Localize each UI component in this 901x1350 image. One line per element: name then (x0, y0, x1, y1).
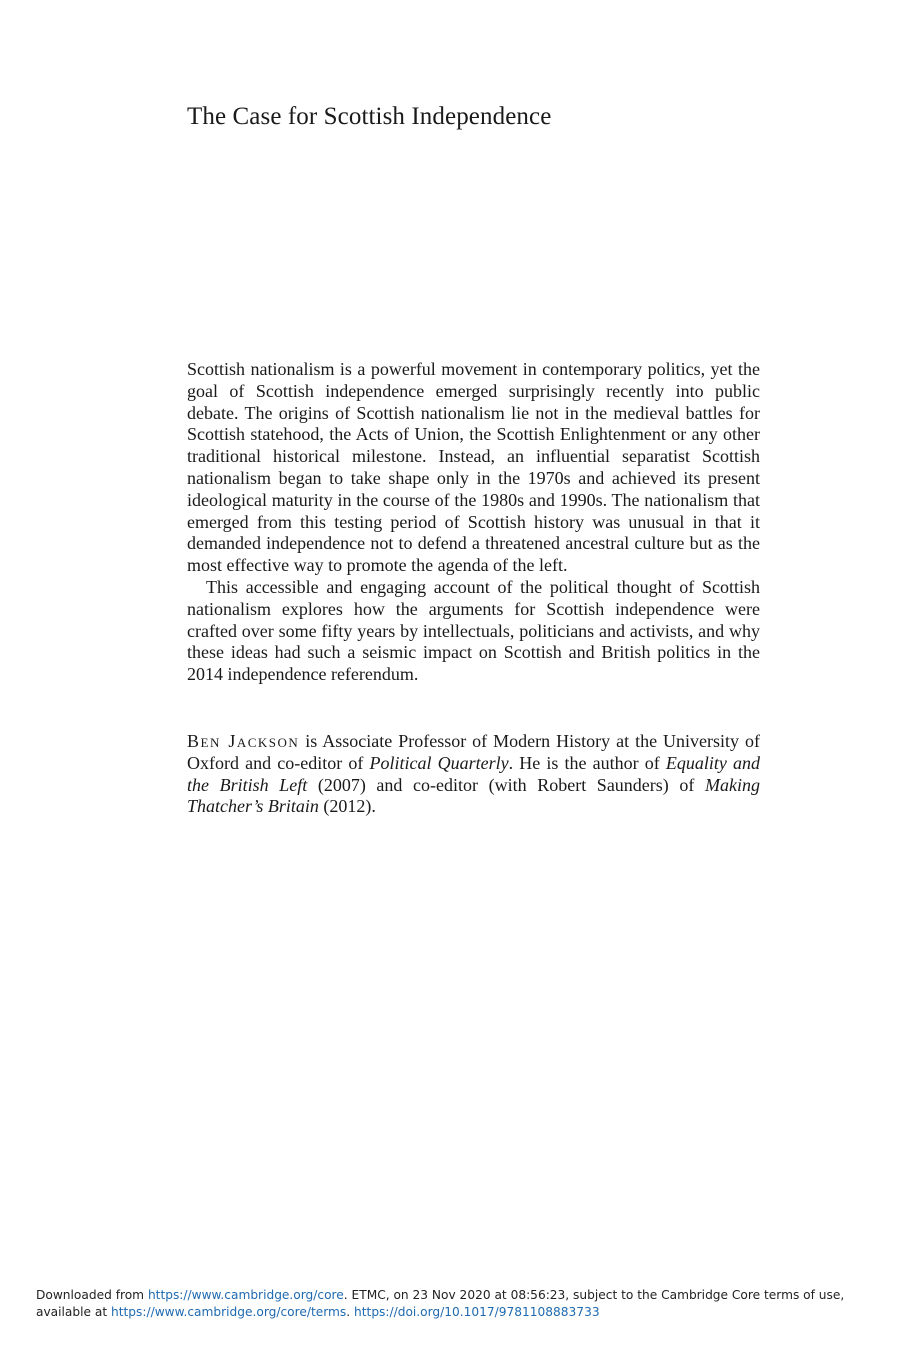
journal-title: Political Quarterly (369, 752, 509, 773)
download-footer (36, 1287, 876, 1320)
terms-link[interactable]: https://www.cambridge.org/core/terms (111, 1304, 347, 1319)
blurb-paragraph-2: This accessible and engaging account of the political thought of Scottish nationalism explores how the arguments for Scottish independence were crafted over some fifty years by intellectuals, politicians and activists, and why these ideas had such a seismic impact on Scottish and British politics in the 2014 independence referendum. (187, 576, 760, 685)
bio-text-3: (2007) and co-editor (with Robert Saunders) of (307, 774, 706, 795)
book-title-thatcher: Making Thatcher’s Britain (187, 774, 760, 817)
book-blurb (187, 359, 760, 686)
book-title-equality: Equality and the British Left (187, 752, 760, 795)
cambridge-core-link[interactable]: https://www.cambridge.org/core (147, 1288, 344, 1302)
footer-separator: . (346, 1304, 355, 1319)
footer-middle-text: . ETMC, on 23 Nov 2020 at 08:56:23, subject to the Cambridge Core terms of use, available at (36, 1288, 845, 1319)
author-bio (187, 731, 760, 818)
bio-text-1: is Associate Professor of Modern History at the University of Oxford and co-editor of (187, 731, 760, 773)
doi-link[interactable]: https://doi.org/10.1017/9781108883733 (354, 1304, 600, 1319)
page-title: The Case for Scottish Independence (187, 103, 552, 130)
bio-text-2: . He is the author of (508, 752, 666, 773)
blurb-paragraph-1: Scottish nationalism is a powerful movement in contemporary politics, yet the goal of Scottish independence emerged surprisingly recently into public debate. The origins of Scottish nationalism lie not in the medieval battles for Scottish statehood, the Acts of Union, the Scottish Enlightenment or any other traditional historical milestone. Instead, an influential separatist Scottish nationalism began to take shape only in the 1970s and achieved its present ideological maturity in the course of the 1980s and 1990s. The nationalism that emerged from this testing period of Scottish history was unusual in that it demanded independence not to defend a threatened ancestral culture but as the most effective way to promote the agenda of the left. (187, 359, 760, 576)
footer-downloaded-from: Downloaded from (36, 1288, 148, 1302)
bio-text-4: (2012). (318, 796, 376, 817)
author-name: Ben Jackson (187, 731, 300, 751)
